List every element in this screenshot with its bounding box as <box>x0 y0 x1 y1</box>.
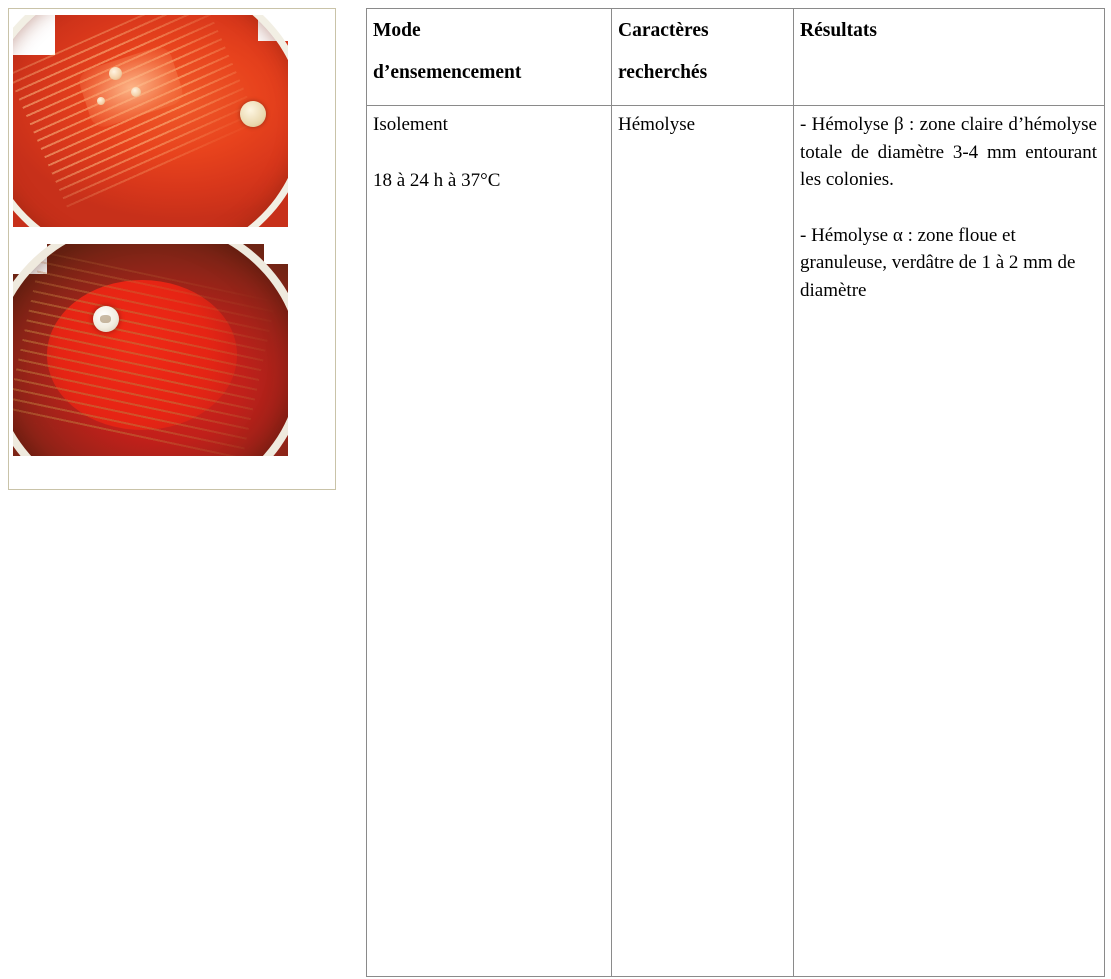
blood-agar-plate-beta-hemolysis <box>13 15 288 227</box>
plate-corner-mask <box>264 244 288 264</box>
cell-mode-line2: 18 à 24 h à 37°C <box>373 169 501 191</box>
cell-mode-line1: Isolement <box>373 114 448 135</box>
column-header-results: Résultats <box>794 9 1105 106</box>
cell-results <box>794 106 1105 977</box>
column-header-characters-line2: recherchés <box>618 62 708 84</box>
cell-characters <box>612 106 794 977</box>
column-header-mode-line2: d’ensemencement <box>373 62 522 84</box>
table-header-row <box>367 9 1105 106</box>
cell-mode <box>367 106 612 977</box>
table-row <box>367 106 1105 977</box>
column-header-mode-line1: Mode <box>373 20 421 41</box>
column-header-characters-line1: Caractères <box>618 20 709 41</box>
result-beta-hemolysis: - Hémolyse β : zone claire d’hémolyse totale de diamètre 3-4 mm entourant les colonies. <box>800 114 1097 191</box>
column-header-characters <box>612 9 794 106</box>
results-table <box>366 8 1105 977</box>
cell-characters-line1: Hémolyse <box>618 114 696 135</box>
petri-dish-rim <box>13 244 288 456</box>
petri-dish-rim <box>13 15 288 227</box>
blood-agar-plate-alpha-hemolysis <box>13 244 288 456</box>
figure-images <box>13 15 288 456</box>
column-header-mode <box>367 9 612 106</box>
result-alpha-hemolysis: - Hémolyse α : zone floue et granuleuse, verdâtre de 1 à 2 mm de diamètre <box>800 224 1076 301</box>
figure-panel <box>8 8 336 490</box>
